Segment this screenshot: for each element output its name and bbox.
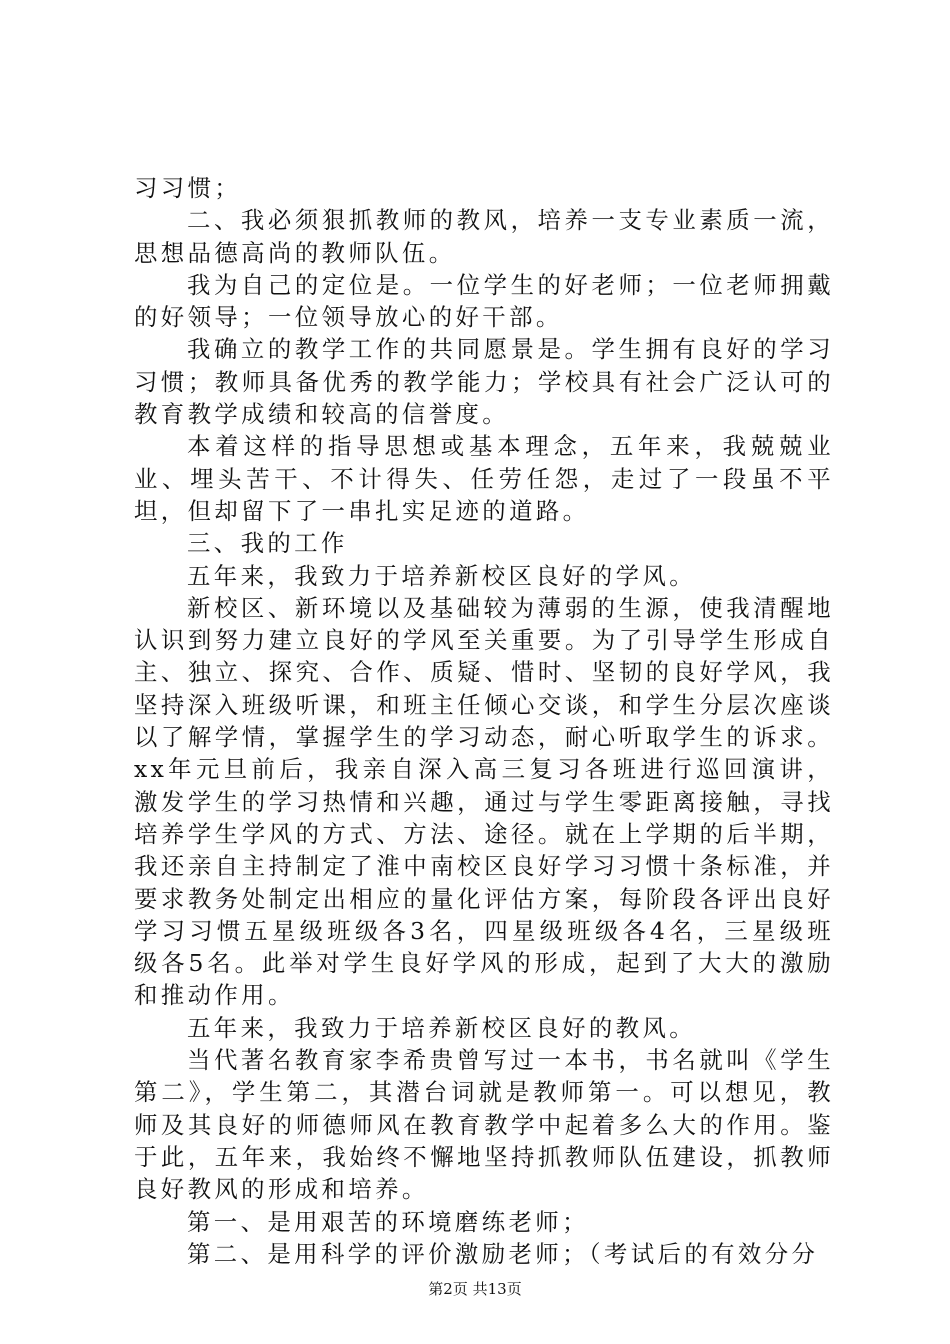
paragraph: 五年来，我致力于培养新校区良好的教风。 xyxy=(187,1013,697,1042)
paragraph: 我确立的教学工作的共同愿景是。学生拥有良好的学习习惯；教师具备优秀的教学能力；学校具有社会广泛认可的教育教学成绩和较高的信誉度。 xyxy=(134,335,834,429)
document-body xyxy=(134,172,834,1270)
paragraph: 习习惯； xyxy=(134,174,242,202)
paragraph: 当代著名教育家李希贵曾写过一本书，书名就叫《学生第二》，学生第二，其潜台词就是教师第一。可以想见，教师及其良好的师德师风在教育教学中起着多么大的作用。鉴于此，五年来，我始终不懈地坚持抓教师队伍建设，抓教师良好教风的形成和培养。 xyxy=(134,1046,834,1204)
paragraph: 我为自己的定位是。一位学生的好老师；一位老师拥戴的好领导；一位领导放心的好干部。 xyxy=(134,270,834,332)
page-number-footer: 第2页 共13页 xyxy=(428,1280,522,1298)
paragraph: 第二、是用科学的评价激励老师；（考试后的有效分分 xyxy=(187,1239,819,1268)
paragraph: 本着这样的指导思想或基本理念，五年来，我兢兢业业、埋头苦干、不计得失、任劳任怨，走过了一段虽不平坦，但却留下了一串扎实足迹的道路。 xyxy=(134,432,834,525)
paragraph: 五年来，我致力于培养新校区良好的学风。 xyxy=(187,561,697,590)
paragraph: 新校区、新环境以及基础较为薄弱的生源，使我清醒地认识到努力建立良好的学风至关重要。为了引导学生形成自主、独立、探究、合作、质疑、惜时、坚韧的良好学风，我坚持深入班级听课，和班主任倾心交谈，和学生分层次座谈以了解学情，掌握学生的学习动态，耐心听取学生的诉求。xx年元旦前后，我亲自深入高三复习各班进行巡回演讲，激发学生的学习热情和兴趣，通过与学生零距离接触，寻找培养学生学风的方式、方法、途径。就在上学期的后半期，我还亲自主持制定了淮中南校区良好学习习惯十条标准，并要求教务处制定出相应的量化评估方案，每阶段各评出良好学习习惯五星级班级各3名，四星级班级各4名，三星级班级各5名。此举对学生良好学风的形成，起到了大大的激励和推动作用。 xyxy=(134,593,834,1010)
paragraph: 第一、是用艰苦的环境磨练老师； xyxy=(187,1207,589,1236)
section-heading: 三、我的工作 xyxy=(187,529,348,558)
paragraph: 二、我必须狠抓教师的教风，培养一支专业素质一流，思想品德高尚的教师队伍。 xyxy=(134,206,834,267)
